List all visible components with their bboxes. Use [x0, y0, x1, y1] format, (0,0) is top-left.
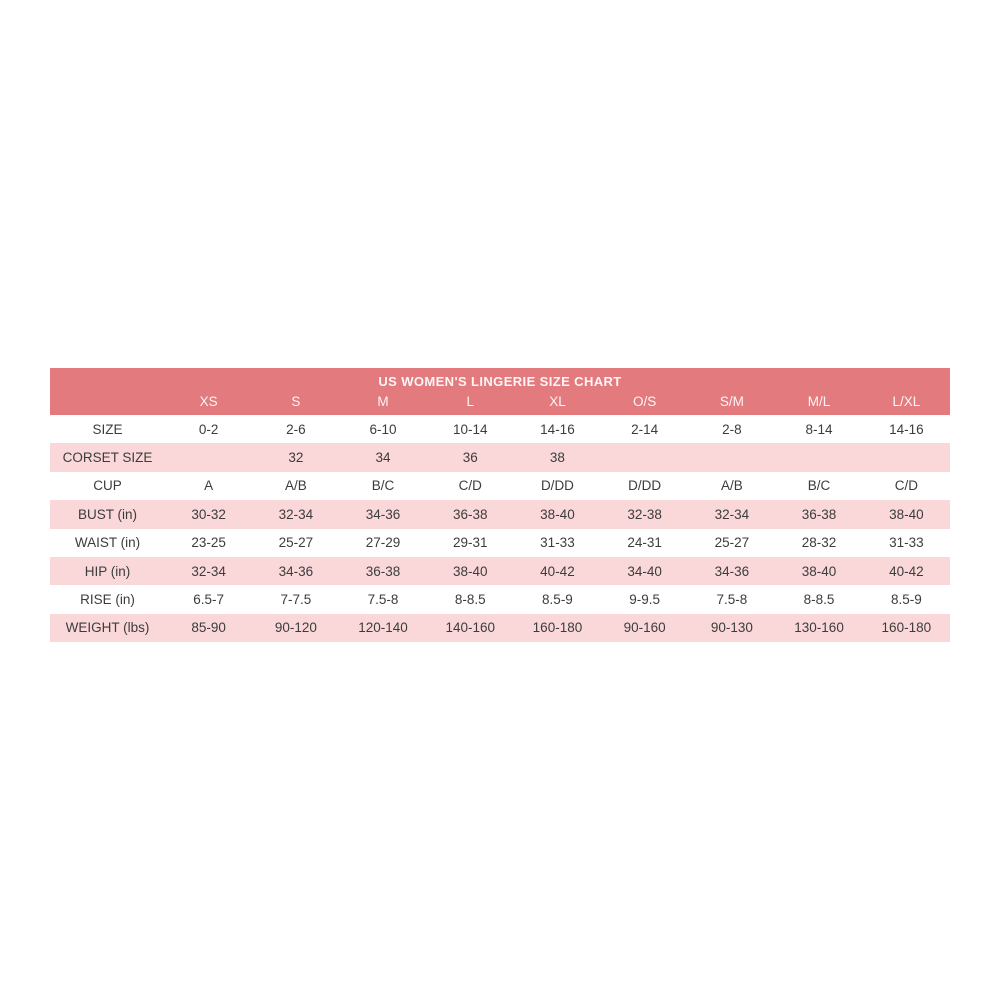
table-row	[50, 557, 950, 585]
size-cell: 85-90	[191, 620, 226, 636]
table-row	[50, 529, 950, 557]
size-chart-table	[50, 368, 950, 642]
corner-cell	[50, 392, 165, 415]
size-cell: 32	[288, 450, 304, 466]
size-cell: A/B	[284, 478, 307, 494]
size-cell: 6-10	[369, 421, 397, 437]
table-body	[50, 415, 950, 642]
size-cell	[688, 443, 775, 471]
size-cell: 14-16	[889, 421, 924, 437]
size-cell: 2-8	[722, 421, 742, 437]
size-cell: 120-140	[358, 620, 408, 636]
row-label: CORSET SIZE	[62, 450, 153, 466]
size-cell: 7-7.5	[280, 592, 312, 608]
size-cell: C/D	[894, 478, 918, 494]
size-cell: 0-2	[198, 421, 219, 437]
size-cell: 130-160	[794, 620, 844, 636]
size-cell: 40-42	[540, 563, 575, 579]
size-cell: 7.5-8	[716, 592, 748, 608]
title-row	[50, 368, 950, 392]
size-cell: 7.5-8	[367, 592, 399, 608]
size-cell	[863, 443, 950, 471]
size-cell: 32-34	[278, 506, 314, 522]
size-cell	[601, 443, 688, 471]
size-cell: 38-40	[540, 506, 575, 522]
column-header: L	[427, 392, 514, 415]
size-cell: 36-38	[452, 506, 488, 522]
size-cell: 90-130	[710, 620, 753, 636]
size-cell: 90-160	[623, 620, 666, 636]
table-row	[50, 443, 950, 471]
row-label: WAIST (in)	[74, 535, 141, 551]
column-header: M	[339, 392, 426, 415]
size-cell: 31-33	[540, 535, 575, 551]
size-cell: D/DD	[628, 478, 662, 494]
size-cell: C/D	[458, 478, 482, 494]
size-cell: 140-160	[445, 620, 496, 636]
table-row	[50, 585, 950, 613]
column-header: O/S	[601, 392, 688, 415]
size-cell: 10-14	[452, 421, 488, 437]
size-cell: 8.5-9	[890, 592, 922, 608]
column-header-row	[50, 392, 950, 415]
size-cell: 36-38	[365, 563, 401, 579]
size-cell: 40-42	[889, 563, 924, 579]
size-cell: A	[204, 478, 214, 494]
size-cell: 8-8.5	[454, 592, 486, 608]
row-label: BUST (in)	[78, 506, 138, 522]
size-cell: 32-34	[191, 563, 226, 579]
size-cell: 38	[549, 450, 565, 466]
size-cell: 28-32	[801, 535, 837, 551]
size-cell: 25-27	[278, 535, 314, 551]
size-cell: 24-31	[627, 535, 662, 551]
size-cell: 31-33	[889, 535, 924, 551]
chart-title: US WOMEN'S LINGERIE SIZE CHART	[50, 368, 950, 392]
row-label: HIP (in)	[84, 563, 131, 579]
column-header: L/XL	[863, 392, 950, 415]
row-label: RISE (in)	[80, 592, 135, 608]
size-cell: 32-38	[627, 506, 662, 522]
column-header: S/M	[688, 392, 775, 415]
column-header: S	[252, 392, 339, 415]
size-cell: 8.5-9	[542, 592, 573, 608]
size-cell: D/DD	[540, 478, 574, 494]
size-cell: 23-25	[191, 535, 226, 551]
column-header: M/L	[775, 392, 862, 415]
size-cell: 25-27	[714, 535, 750, 551]
size-cell: 8-14	[805, 421, 833, 437]
size-cell: 8-8.5	[803, 592, 835, 608]
size-cell: B/C	[371, 478, 395, 494]
size-cell: 38-40	[452, 563, 488, 579]
row-label: WEIGHT (lbs)	[65, 620, 150, 636]
size-cell	[775, 443, 862, 471]
size-cell: 34-36	[365, 506, 401, 522]
size-cell: 2-6	[286, 421, 306, 437]
size-cell: 29-31	[452, 535, 488, 551]
size-cell: 27-29	[365, 535, 401, 551]
size-cell: 34-36	[714, 563, 750, 579]
table-header	[50, 368, 950, 415]
size-cell: A/B	[720, 478, 743, 494]
size-cell: 9-9.5	[629, 592, 661, 608]
size-cell: 160-180	[532, 620, 583, 636]
table-row	[50, 472, 950, 500]
column-header: XS	[165, 392, 252, 415]
size-cell: 34	[375, 450, 391, 466]
table-row	[50, 614, 950, 642]
size-cell: 36-38	[801, 506, 837, 522]
size-cell: B/C	[807, 478, 831, 494]
size-cell: 32-34	[714, 506, 750, 522]
size-cell: 90-120	[274, 620, 317, 636]
size-cell: 30-32	[191, 506, 226, 522]
row-label: CUP	[93, 478, 122, 494]
column-header: XL	[514, 392, 601, 415]
size-cell: 2-14	[631, 421, 659, 437]
size-cell: 34-36	[278, 563, 314, 579]
size-cell: 160-180	[881, 620, 932, 636]
size-cell: 34-40	[627, 563, 662, 579]
table-row	[50, 415, 950, 443]
row-label: SIZE	[92, 421, 123, 437]
size-cell: 6.5-7	[193, 592, 225, 608]
table-row	[50, 500, 950, 528]
lingerie-size-chart	[50, 368, 950, 642]
size-cell: 14-16	[540, 421, 575, 437]
size-cell: 38-40	[889, 506, 924, 522]
size-cell: 36	[462, 450, 478, 466]
size-cell: 38-40	[801, 563, 837, 579]
size-cell	[165, 443, 252, 471]
